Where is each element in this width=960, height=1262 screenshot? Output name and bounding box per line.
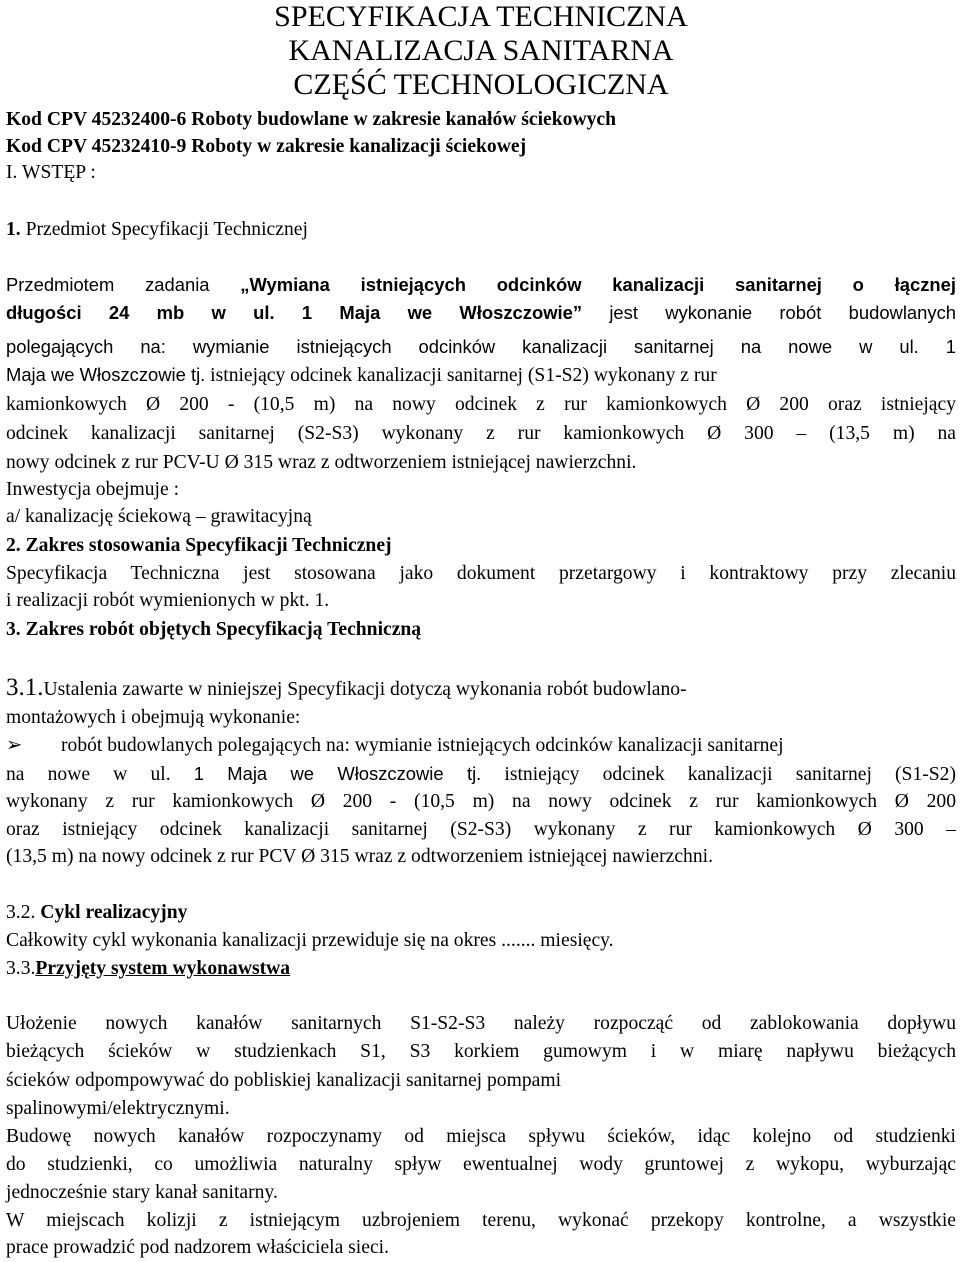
section-2-paragraph-line: i realizacji robót wymienionych w pkt. 1. [6, 590, 330, 611]
section-1-paragraph-line: odcinek kanalizacji sanitarnej (S2-S3) wykonany z rur kamionkowych Ø 300 – (13,5 m) na [6, 423, 956, 444]
section-3-1-line: montażowych i obejmują wykonanie: [6, 707, 301, 728]
section-3-2-paragraph: Całkowity cykl wykonania kanalizacji przewiduje się na okres ....... miesięcy. [6, 930, 614, 951]
text-span: jest wykonanie robót budowlanych [582, 302, 956, 323]
section-3-heading: 3. Zakres robót objętych Specyfikacją Techniczną [6, 619, 422, 640]
section-1-paragraph-line [6, 361, 717, 390]
text-span: robót budowlanych polegających na: wymianie istniejących odcinków kanalizacji sanitarnej [61, 735, 784, 756]
task-name-bold: 1 Maja we Włoszczowie” [274, 302, 583, 323]
cpv-code-1: Kod CPV 45232400-6 Roboty budowlane w zakresie kanałów ściekowych [6, 109, 616, 130]
section-3-3-paragraph-line: ścieków odpompowywać do pobliskiej kanalizacji sanitarnej pompami [6, 1070, 562, 1091]
text-span: istniejący odcinek kanalizacji sanitarnej (S1-S2) wykonany z rur [205, 365, 717, 386]
section-3-3-paragraph-line: Budowę nowych kanałów rozpoczynamy od miejsca spływu ścieków, idąc kolejno od studzienki [6, 1126, 956, 1147]
section-1-paragraph-line: kamionkowych Ø 200 - (10,5 m) na nowy odcinek z rur kamionkowych Ø 200 oraz istniejący [6, 394, 956, 415]
text-span: Maja we Włoszczowie tj. [6, 364, 206, 385]
doc-title-line-3: CZĘŚĆ TECHNOLOGICZNA [293, 68, 669, 101]
section-2-heading: 2. Zakres stosowania Specyfikacji Technicznej [6, 535, 392, 556]
text-span: Przedmiotem zadania [6, 274, 241, 295]
text-span: istniejący odcinek kanalizacji sanitarnej (S1-S2) [481, 764, 956, 785]
section-3-3-number: 3.3. [6, 958, 36, 979]
section-1-number: 1. [6, 219, 21, 240]
task-name-bold: długości 24 mb w ul. [6, 302, 275, 323]
section-2-paragraph-line: Specyfikacja Techniczna jest stosowana jako dokument przetargowy i kontraktowy przy zlecaniu [6, 563, 956, 584]
section-3-3-paragraph-line: jednocześnie stary kanał sanitarny. [6, 1182, 278, 1203]
section-1-title: Przedmiot Specyfikacji Technicznej [25, 219, 308, 240]
bullet-item-line [6, 732, 784, 760]
section-3-3-paragraph-line: bieżących ścieków w studzienkach S1, S3 korkiem gumowym i w miarę napływu bieżących [6, 1041, 956, 1062]
section-3-3-paragraph-line: spalinowymi/elektrycznymi. [6, 1098, 230, 1119]
section-1-paragraph-line [6, 271, 956, 299]
investment-scope-label: Inwestycja obejmuje : [6, 479, 180, 500]
arrow-bullet-icon: ➢ [6, 735, 23, 756]
section-3-3-paragraph-line: prace prowadzić pod nadzorem właściciela sieci. [6, 1237, 389, 1258]
section-1-paragraph-line: nowy odcinek z rur PCV-U Ø 315 wraz z odtworzeniem istniejącej nawierzchni. [6, 452, 637, 473]
bullet-item-line: wykonany z rur kamionkowych Ø 200 - (10,5 m) na nowy odcinek z rur kamionkowych Ø 200 [6, 791, 956, 812]
section-3-3-paragraph-line: W miejscach kolizji z istniejącym uzbrojeniem terenu, wykonać przekopy kontrolne, a wszystkie [6, 1210, 956, 1231]
section-3-3-heading [6, 955, 290, 983]
text-span: Ustalenia zawarte w niniejszej Specyfikacji dotyczą wykonania robót budowlano- [43, 679, 687, 700]
section-1-heading [6, 216, 308, 244]
bullet-item-line: (13,5 m) na nowy odcinek z rur PCV Ø 315 wraz z odtworzeniem istniejącej nawierzchni. [6, 846, 713, 867]
doc-title-line-2: KANALIZACJA SANITARNA [288, 34, 674, 67]
section-3-1-line [6, 674, 687, 704]
section-1-paragraph-line: polegających na: wymianie istniejących odcinków kanalizacji sanitarnej na nowe w ul. 1 [6, 336, 956, 357]
section-3-2-number: 3.2. [6, 902, 36, 923]
investment-scope-item: a/ kanalizację ściekową – grawitacyjną [6, 506, 312, 527]
section-3-2-title: Cykl realizacyjny [35, 902, 188, 923]
doc-title-line-1: SPECYFIKACJA TECHNICZNA [274, 0, 688, 33]
section-3-2-heading [6, 899, 187, 927]
street-name: 1 Maja we Włoszczowie tj. [193, 763, 482, 784]
section-3-3-paragraph-line: Ułożenie nowych kanałów sanitarnych S1-S2-S3 należy rozpocząć od zablokowania dopływu [6, 1013, 956, 1034]
bullet-item-line: oraz istniejący odcinek kanalizacji sanitarnej (S2-S3) wykonany z rur kamionkowych Ø 300 – [6, 819, 956, 840]
text-span: na nowe w ul. [6, 764, 194, 785]
section-intro-heading: I. WSTĘP : [6, 162, 96, 183]
task-name-bold: „Wymiana istniejących odcinków kanalizacji sanitarnej o łącznej [240, 274, 956, 295]
cpv-code-2: Kod CPV 45232410-9 Roboty w zakresie kanalizacji ściekowej [6, 136, 527, 157]
section-3-3-title: Przyjęty system wykonawstwa [35, 958, 291, 979]
section-3-3-paragraph-line: do studzienki, co umożliwia naturalny spływ ewentualnej wody gruntowej z wykopu, wyburzając [6, 1154, 956, 1175]
bullet-item-line [6, 760, 956, 789]
section-3-1-number: 3.1. [6, 674, 44, 701]
section-1-paragraph-line [6, 299, 956, 327]
